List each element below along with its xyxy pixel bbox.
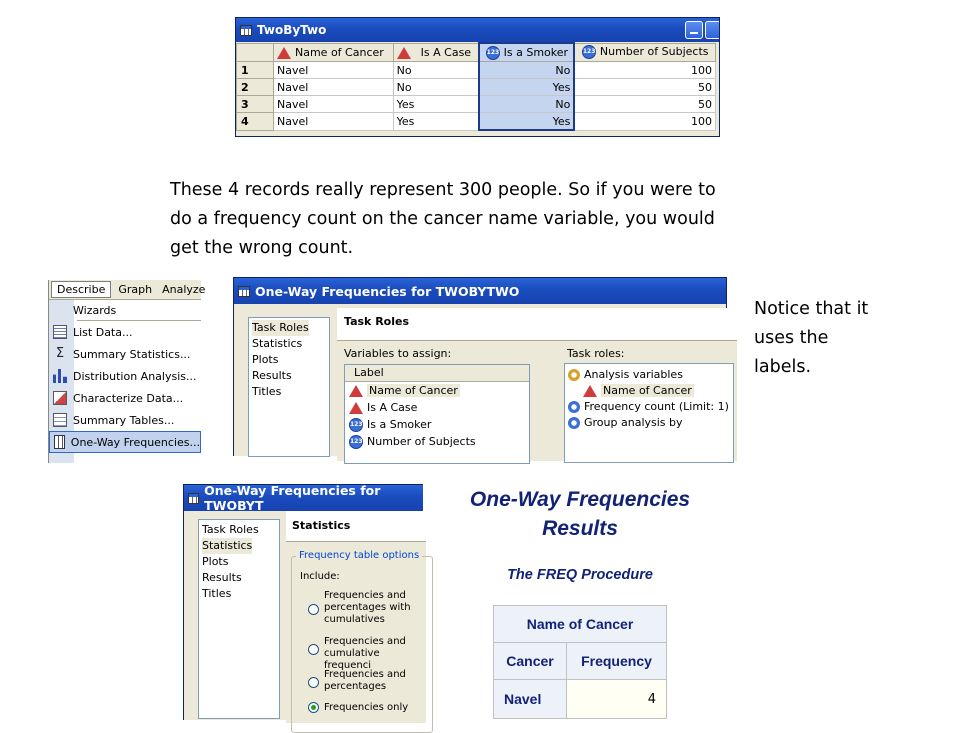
menu-item-summary-statistics[interactable]: Σ Summary Statistics...: [49, 343, 201, 365]
frequency-table: [493, 605, 667, 719]
task-dialog-title: One-Way Frequencies for TWOBYTWO: [255, 283, 520, 299]
numeric-var-icon: 123: [486, 46, 500, 60]
role-icon: [568, 417, 580, 429]
results-title: One-Way Frequencies Results: [469, 488, 691, 540]
nav-statistics[interactable]: Statistics: [252, 337, 303, 350]
option-freq-only[interactable]: Frequencies only: [308, 702, 408, 714]
menu-item-distribution-analysis[interactable]: Distribution Analysis...: [49, 365, 201, 387]
group-title: Frequency table options: [296, 550, 422, 561]
numeric-var-icon: 123: [349, 435, 363, 449]
menu-item-summary-tables[interactable]: Summary Tables...: [49, 409, 201, 431]
numeric-var-icon: 123: [582, 45, 596, 59]
restore-button[interactable]: [705, 21, 719, 39]
role-icon: [568, 369, 580, 381]
column-header-frequency: Frequency: [567, 643, 667, 680]
list-item[interactable]: 123 Is a Smoker: [350, 418, 432, 431]
nav-plots[interactable]: Plots: [202, 555, 229, 568]
side-note: [754, 295, 868, 382]
nav-task-roles[interactable]: Task Roles: [202, 523, 259, 536]
row-value: 4: [567, 680, 667, 719]
nav-titles[interactable]: Titles: [252, 385, 282, 398]
task-nav-panel: [248, 317, 330, 457]
role-icon: [568, 401, 580, 413]
menu-dropdown: [49, 300, 201, 463]
role-frequency-count[interactable]: Frequency count (Limit: 1): [565, 399, 733, 415]
task-dialog-titlebar[interactable]: [234, 278, 726, 304]
stats-nav-panel: [198, 519, 280, 719]
stats-dialog-titlebar[interactable]: [184, 485, 423, 511]
minimize-icon: [690, 32, 698, 34]
section-title: Statistics: [292, 519, 351, 532]
table-header-row: [494, 606, 667, 643]
variables-list[interactable]: [344, 364, 530, 464]
note-line: Notice that it: [754, 299, 869, 319]
vars-column-header[interactable]: Label: [345, 365, 529, 382]
sigma-icon: Σ: [55, 346, 65, 361]
column-header-cancer: Cancer: [494, 643, 567, 680]
minimize-button[interactable]: [685, 21, 703, 39]
role-assigned-variable[interactable]: Name of Cancer: [565, 383, 733, 399]
table-icon: [240, 25, 252, 36]
option-freq-pct[interactable]: Frequencies and percentages: [308, 669, 406, 693]
menubar: [49, 280, 206, 300]
frequency-table-icon: [54, 435, 65, 449]
dataset-titlebar[interactable]: [236, 18, 719, 42]
menu-item-characterize-data[interactable]: Characterize Data...: [49, 387, 201, 409]
column-header-row: [494, 643, 667, 680]
list-data-icon: [53, 325, 67, 339]
task-content: [337, 308, 737, 458]
list-item[interactable]: 123 Number of Subjects: [350, 435, 476, 448]
column-header-smoker[interactable]: 123 Is a Smoker: [479, 43, 574, 62]
radio-button[interactable]: [308, 644, 319, 655]
character-var-icon: [349, 385, 363, 397]
table-icon: [53, 413, 67, 427]
table-row: [494, 680, 667, 719]
nav-titles[interactable]: Titles: [202, 587, 232, 600]
table-row[interactable]: 1 Navel No No 100: [237, 62, 716, 79]
menu-item-list-data[interactable]: List Data...: [49, 321, 201, 343]
option-freq-cum[interactable]: Frequencies and cumulative frequenci: [308, 636, 426, 672]
section-title: Task Roles: [344, 315, 410, 328]
stats-content: [286, 511, 426, 723]
task-roles-dialog: [233, 277, 727, 456]
list-item[interactable]: Name of Cancer: [345, 382, 529, 399]
table-icon: [238, 286, 250, 297]
explanation-paragraph: [170, 176, 716, 263]
note-line: labels.: [754, 357, 812, 377]
characterize-icon: [53, 391, 67, 405]
describe-menu-screenshot: [48, 280, 206, 463]
results-subtitle: The FREQ Procedure: [507, 567, 653, 583]
note-line: uses the: [754, 328, 829, 348]
roles-label: Task roles:: [567, 347, 625, 360]
radio-button-selected[interactable]: [308, 702, 319, 713]
table-row[interactable]: 4 Navel Yes Yes 100: [237, 113, 716, 131]
grid-corner: [237, 43, 274, 62]
radio-button[interactable]: [308, 604, 319, 615]
vars-label: Variables to assign:: [344, 347, 452, 360]
character-var-icon: [349, 402, 363, 414]
stats-dialog-title: One-Way Frequencies for TWOBYT: [204, 483, 381, 513]
task-roles-list[interactable]: [564, 363, 734, 463]
histogram-icon: [53, 369, 67, 383]
row-label: Navel: [494, 680, 567, 719]
menu-item-wizards[interactable]: Wizards: [73, 303, 117, 317]
statistics-dialog: [183, 484, 423, 720]
menu-analyze[interactable]: Analyze: [162, 283, 206, 296]
column-header-subjects[interactable]: 123 Number of Subjects: [574, 43, 715, 62]
nav-plots[interactable]: Plots: [252, 353, 279, 366]
role-group-analysis[interactable]: Group analysis by: [565, 415, 733, 431]
menu-describe[interactable]: Describe: [51, 281, 111, 298]
role-analysis-variables[interactable]: Analysis variables: [565, 367, 733, 383]
paragraph-line: These 4 records really represent 300 people. So if you were to: [170, 180, 716, 200]
list-item[interactable]: Is A Case: [345, 399, 529, 416]
numeric-var-icon: 123: [349, 418, 363, 432]
table-header: Name of Cancer: [494, 606, 667, 643]
menu-item-one-way-frequencies[interactable]: One-Way Frequencies...: [49, 431, 201, 453]
dataset-window: [235, 17, 720, 137]
paragraph-line: do a frequency count on the cancer name variable, you would: [170, 209, 715, 229]
dataset-title: TwoByTwo: [257, 23, 327, 37]
option-freq-pct-cum[interactable]: Frequencies and percentages with cumulatives: [308, 590, 411, 626]
menu-graph[interactable]: Graph: [118, 283, 153, 296]
nav-results[interactable]: Results: [252, 369, 292, 382]
radio-button[interactable]: [308, 677, 319, 688]
nav-task-roles[interactable]: Task Roles: [252, 321, 309, 334]
nav-statistics[interactable]: Statistics: [202, 539, 253, 552]
character-var-icon: [583, 385, 597, 397]
table-row[interactable]: 3 Navel Yes No 50: [237, 96, 716, 113]
table-icon: [188, 493, 199, 504]
dataset-grid: [236, 42, 716, 131]
character-var-icon: [397, 47, 411, 59]
paragraph-line: get the wrong count.: [170, 238, 354, 258]
table-row[interactable]: 2 Navel No Yes 50: [237, 79, 716, 96]
column-header-case[interactable]: Is A Case: [393, 43, 479, 62]
character-var-icon: [277, 47, 291, 59]
column-header-cancer[interactable]: Name of Cancer: [274, 43, 394, 62]
grid-header-row: [237, 43, 716, 62]
nav-results[interactable]: Results: [202, 571, 242, 584]
include-label: Include:: [300, 571, 340, 582]
